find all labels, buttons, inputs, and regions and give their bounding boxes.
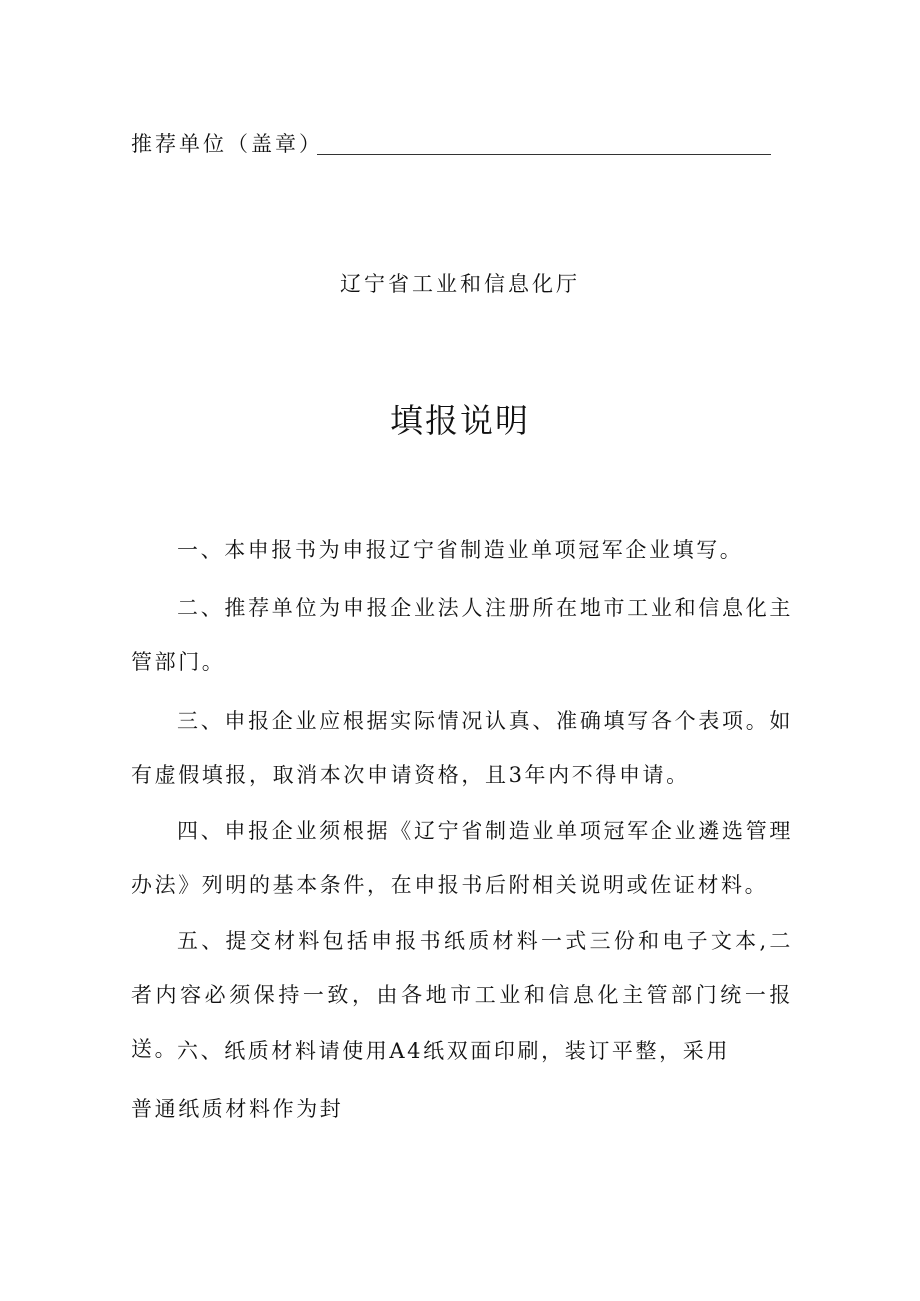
instruction-item-2: 二、推荐单位为申报企业法人注册所在地市工业和信息化主管部门。 [131, 596, 793, 674]
seal-signature-line [317, 154, 771, 155]
page-title: 填报说明 [390, 401, 530, 440]
instruction-item-1: 一、本申报书为申报辽宁省制造业单项冠军企业填写。 [177, 538, 744, 562]
recommend-unit-label: 推荐单位（盖章） [131, 132, 323, 156]
instruction-item-5: 五、提交材料包括申报书纸质材料一式三份和电子文本,二者内容必须保持一致，由各地市工业和信息化主管部门统一报送。 [131, 929, 793, 1061]
instruction-item-3: 三、申报企业应根据实际情况认真、准确填写各个表项。如有虚假填报，取消本次申请资格，且3年内不得申请。 [131, 709, 793, 787]
instruction-item-6-continuation: 普通纸质材料作为封 [131, 1097, 344, 1121]
organization-name: 辽宁省工业和信息化厅 [340, 272, 580, 296]
instruction-item-4: 四、申报企业须根据《辽宁省制造业单项冠军企业遴选管理办法》列明的基本条件，在申报书后附相关说明或佐证材料。 [131, 819, 793, 897]
instruction-item-6: 六、纸质材料请使用A4纸双面印刷，装订平整，采用 [177, 1039, 730, 1063]
